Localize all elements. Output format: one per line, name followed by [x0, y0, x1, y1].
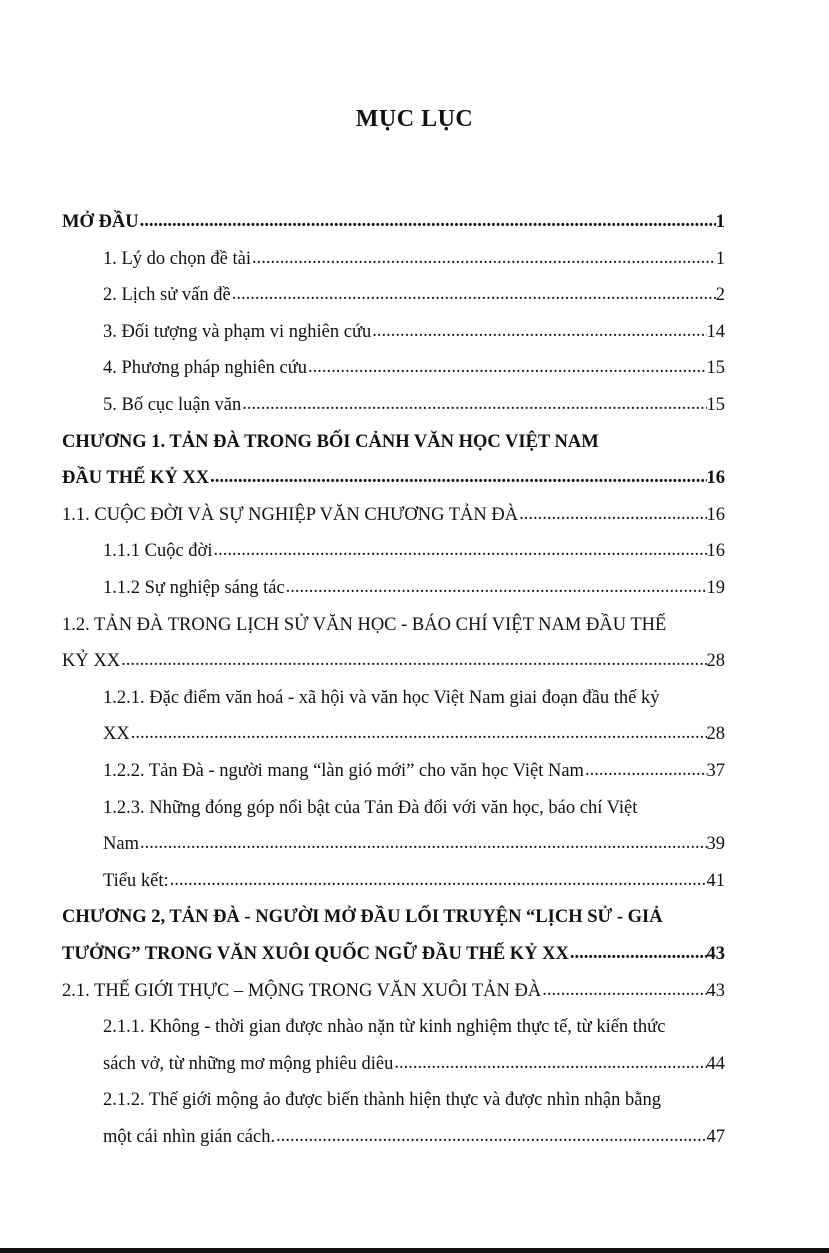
toc-entry	[62, 781, 725, 818]
toc-entry	[62, 232, 725, 269]
dot-leader	[393, 1054, 706, 1073]
toc-entry-text: KỶ XX	[62, 651, 121, 672]
toc-entry	[62, 305, 725, 342]
toc-page-number: 41	[706, 870, 725, 891]
dot-leader	[371, 322, 706, 341]
toc-entry	[62, 598, 725, 635]
dot-leader	[139, 212, 716, 231]
toc-entry	[62, 854, 725, 891]
dot-leader	[139, 834, 707, 853]
toc-page-number: 43	[706, 943, 725, 964]
toc-page-number: 39	[706, 834, 725, 855]
toc-page-number: 43	[706, 980, 725, 1001]
toc-entry-text: Tiểu kết:	[103, 870, 169, 891]
toc-entry	[62, 415, 725, 452]
toc-entry-text: 4. Phương pháp nghiên cứu	[103, 358, 308, 379]
toc-entry-text: 3. Đối tượng và phạm vi nghiên cứu	[103, 321, 372, 342]
toc-entry-text: 1.2.2. Tản Đà - người mang “làn gió mới” cho văn học Việt Nam	[103, 761, 584, 781]
toc-entry-text: một cái nhìn gián cách.	[103, 1126, 276, 1147]
table-of-contents	[62, 195, 725, 1146]
toc-entry	[62, 671, 725, 708]
toc-entry	[62, 1073, 725, 1110]
toc-entry-text: sách vở, từ những mơ mộng phiêu diêu	[103, 1053, 394, 1074]
toc-entry	[62, 634, 725, 671]
dot-leader	[241, 395, 706, 414]
toc-page-number: 15	[706, 358, 725, 379]
toc-page-number: 16	[706, 541, 725, 562]
dot-leader	[541, 981, 706, 1000]
toc-entry	[62, 744, 725, 781]
dot-leader	[231, 285, 716, 304]
dot-leader	[212, 541, 706, 560]
toc-entry-text: 1.2. TẢN ĐÀ TRONG LỊCH SỬ VĂN HỌC - BÁO CHÍ VIỆT NAM ĐẦU THẾ	[62, 614, 667, 635]
toc-entry	[62, 1037, 725, 1074]
dot-leader	[130, 724, 707, 743]
toc-page-number: 14	[706, 321, 725, 342]
toc-entry-text: 1.1. CUỘC ĐỜI VÀ SỰ NGHIỆP VĂN CHƯƠNG TẢN ĐÀ	[62, 504, 519, 525]
toc-entry	[62, 707, 725, 744]
toc-entry	[62, 268, 725, 305]
toc-entry-text: 1.2.1. Đặc điểm văn hoá - xã hội và văn học Việt Nam giai đoạn đầu thế kỷ	[103, 687, 660, 708]
toc-page-number: 28	[706, 651, 725, 672]
toc-entry	[62, 378, 725, 415]
toc-entry-text: 2. Lịch sử vấn đề	[103, 285, 231, 306]
dot-leader	[518, 505, 706, 524]
toc-entry-text: MỞ ĐẦU	[62, 212, 139, 233]
toc-page-number: 28	[706, 724, 725, 745]
dot-leader	[275, 1127, 706, 1146]
dot-leader	[584, 761, 707, 780]
toc-entry-text: CHƯƠNG 1. TẢN ĐÀ TRONG BỐI CẢNH VĂN HỌC VIỆT NAM	[62, 431, 599, 452]
toc-entry	[62, 341, 725, 378]
toc-entry	[62, 488, 725, 525]
page-title: MỤC LỤC	[355, 106, 474, 132]
toc-entry-text: CHƯƠNG 2, TẢN ĐÀ - NGƯỜI MỞ ĐẦU LỐI TRUYỆN “LỊCH SỬ - GIẢ	[62, 907, 663, 928]
toc-entry-text: 1. Lý do chọn đề tài	[103, 248, 251, 269]
toc-entry-text: 5. Bố cục luận văn	[103, 395, 242, 416]
toc-entry	[62, 963, 725, 1000]
toc-page-number: 47	[706, 1126, 725, 1147]
toc-entry-text: 1.1.1 Cuộc đời	[103, 541, 213, 562]
toc-page-number: 19	[706, 578, 725, 599]
toc-entry	[62, 195, 725, 232]
toc-entry	[62, 927, 725, 964]
toc-entry-text: XX	[103, 724, 130, 745]
dot-leader	[169, 871, 707, 890]
toc-entry-text: Nam	[103, 834, 139, 855]
dot-leader	[251, 249, 716, 268]
toc-entry-text: 2.1. THẾ GIỚI THỰC – MỘNG TRONG VĂN XUÔI TẢN ĐÀ	[62, 980, 542, 1001]
toc-entry-text: 1.2.3. Những đóng góp nổi bật của Tản Đà đối với văn học, báo chí Việt	[103, 797, 638, 818]
toc-entry-text: TƯỞNG” TRONG VĂN XUÔI QUỐC NGỮ ĐẦU THẾ KỶ XX	[62, 943, 569, 964]
toc-entry-text: 2.1.2. Thế giới mộng ảo được biến thành hiện thực và được nhìn nhận bằng	[103, 1090, 661, 1111]
toc-entry-text: 2.1.1. Không - thời gian được nhào nặn từ kinh nghiệm thực tế, từ kiến thức	[103, 1017, 666, 1038]
dot-leader	[120, 651, 706, 670]
dot-leader	[569, 944, 707, 963]
toc-entry	[62, 524, 725, 561]
toc-page-number: 16	[706, 504, 725, 525]
toc-page-number: 2	[715, 285, 725, 306]
toc-page-number: 1	[715, 212, 725, 233]
toc-entry	[62, 1110, 725, 1147]
toc-page-number: 16	[706, 468, 725, 489]
toc-page-number: 37	[706, 761, 725, 781]
toc-entry	[62, 451, 725, 488]
toc-page-number: 15	[706, 395, 725, 416]
toc-entry	[62, 1000, 725, 1037]
toc-entry	[62, 561, 725, 598]
dot-leader	[209, 468, 706, 487]
toc-entry-text: 1.1.2 Sự nghiệp sáng tác	[103, 578, 285, 599]
toc-entry	[62, 890, 725, 927]
toc-entry-text: ĐẦU THẾ KỶ XX	[62, 468, 210, 489]
toc-page-number: 1	[715, 248, 725, 269]
dot-leader	[307, 358, 706, 377]
dot-leader	[285, 578, 707, 597]
toc-entry	[62, 817, 725, 854]
bottom-border	[0, 1248, 829, 1253]
toc-page-number: 44	[706, 1053, 725, 1074]
